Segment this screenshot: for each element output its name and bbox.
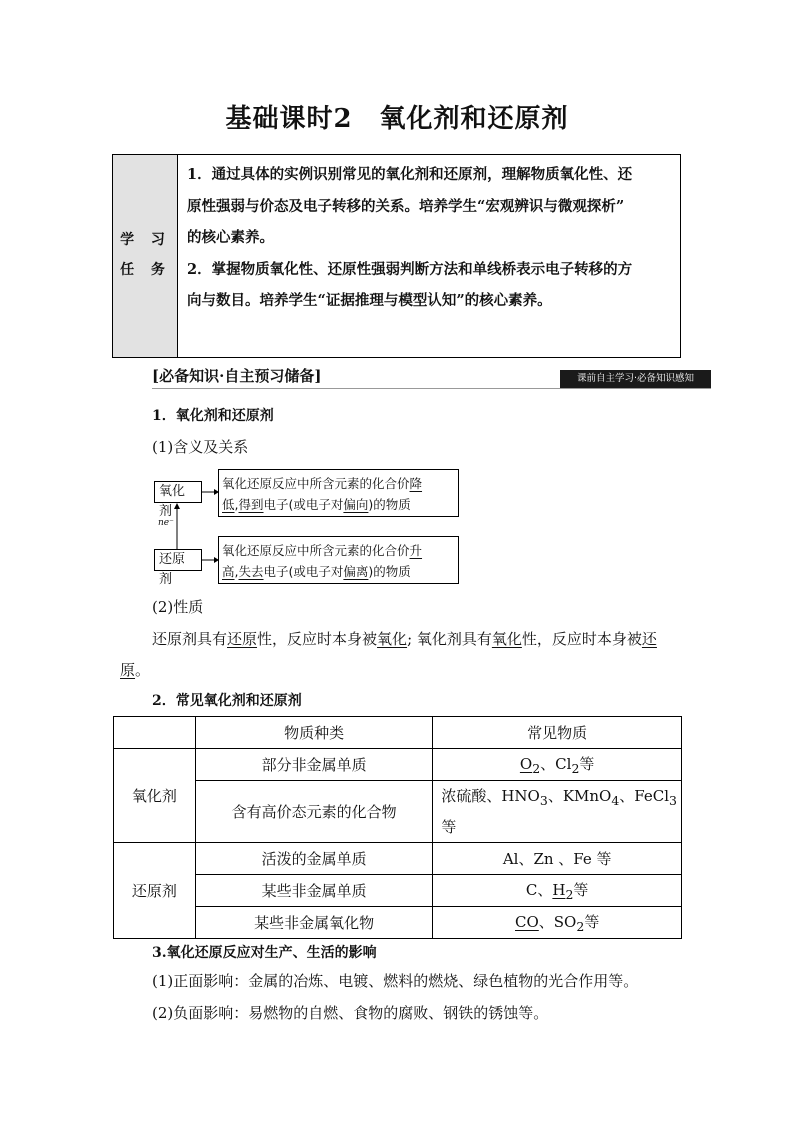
- part1-sub1: (1)含义及关系: [152, 438, 249, 456]
- ox-def-key-toward: 偏向: [343, 497, 369, 512]
- table-cell: [433, 907, 682, 939]
- prop-text-e: ; 氧化剂具有: [407, 630, 492, 648]
- properties-paragraph: [120, 624, 682, 686]
- ox-def-key-low: 低: [222, 497, 235, 512]
- table-header: 物质种类: [195, 717, 433, 749]
- red-def-key-away: 偏离: [343, 564, 369, 579]
- reducer-box: 还原剂: [154, 549, 202, 571]
- cell-sub: 2: [571, 761, 580, 776]
- electron-label: ne⁻: [158, 518, 174, 528]
- table-corner: [114, 717, 196, 749]
- red-def-text2: 电子(或电子对: [263, 564, 344, 579]
- page-title: 基础课时2 氧化剂和还原剂: [225, 104, 569, 134]
- row-group-oxidizer: 氧化剂: [114, 749, 196, 843]
- table-header: 常见物质: [433, 717, 682, 749]
- table-row: [114, 875, 682, 907]
- red-def-key-high: 高: [222, 564, 235, 579]
- red-def-text: 氧化还原反应中所含元素的化合价: [222, 543, 410, 558]
- cell-text: C、: [525, 881, 553, 899]
- prop-key-reduced: 还原: [120, 630, 657, 679]
- task-label-line1: 学 习: [120, 232, 171, 248]
- task-item2-line1: 2．掌握物质氧化性、还原性强弱判断方法和单线桥表示电子转移的方: [187, 260, 633, 278]
- table-cell: 活泼的金属单质: [195, 843, 433, 875]
- ox-def-key-down: 降: [409, 476, 423, 491]
- positive-impact: (1)正面影响：金属的冶炼、电镀、燃料的燃烧、绿色植物的光合作用等。: [152, 972, 639, 990]
- task-label-line2: 任 务: [120, 262, 171, 278]
- red-def-key-lose: 失去: [238, 564, 264, 579]
- part3-heading: 3.氧化还原反应对生产、生活的影响: [152, 945, 377, 961]
- agents-table: [113, 716, 682, 939]
- ox-def-key-gain: 得到: [238, 497, 264, 512]
- section-tag: 课前自主学习·必备知识感知: [560, 370, 711, 388]
- table-cell: 部分非金属单质: [195, 749, 433, 781]
- task-item1-line1: 1．通过具体的实例识别常见的氧化剂和还原剂，理解物质氧化性、还: [187, 166, 633, 183]
- section-divider: [152, 388, 711, 389]
- ox-def-text: 氧化还原反应中所含元素的化合价: [222, 476, 410, 491]
- task-item2-line2: 向与数目。培养学生“证据推理与模型认知”的核心素养。: [187, 292, 552, 309]
- prop-text-i: 。: [135, 661, 151, 679]
- cell-text: 、SO: [538, 913, 577, 931]
- task-item1-line2: 原性强弱与价态及电子转移的关系。培养学生“宏观辨识与微观探析”: [187, 197, 625, 215]
- table-cell: Al、Zn 、Fe 等: [433, 843, 682, 875]
- cell-text: 、Cl: [540, 755, 572, 773]
- prop-text-g: 性，反应时本身被: [521, 630, 642, 648]
- table-cell: 某些非金属氧化物: [195, 907, 433, 939]
- table-cell: [433, 875, 682, 907]
- cell-sub: 4: [611, 793, 620, 808]
- prop-key-reducing: 还原: [227, 630, 258, 648]
- task-label-cell: [113, 155, 178, 357]
- table-cell: 某些非金属单质: [195, 875, 433, 907]
- cell-u: H: [552, 881, 566, 899]
- prop-key-oxidizing: 氧化: [491, 630, 522, 648]
- section-header: [必备知识·自主预习储备]: [152, 367, 322, 385]
- cell-text: 等: [584, 913, 600, 931]
- cell-sub: 3: [669, 793, 677, 808]
- task-item1-line3: 的核心素养。: [187, 229, 274, 246]
- cell-sub: 2: [576, 919, 585, 934]
- cell-u: CO: [515, 913, 539, 931]
- red-def-key-up: 升: [409, 543, 423, 558]
- table-cell: 含有高价态元素的化合物: [195, 781, 433, 843]
- oxidizer-definition: [218, 469, 459, 517]
- task-content: [187, 159, 677, 317]
- cell-text: 、KMnO: [547, 787, 612, 805]
- cell-text: 等: [573, 881, 589, 899]
- cell-text: 、FeCl: [619, 787, 670, 805]
- red-def-text3: )的物质: [368, 564, 411, 579]
- part2-heading: 2．常见氧化剂和还原剂: [152, 693, 302, 709]
- part1-heading: 1．氧化剂和还原剂: [152, 408, 274, 424]
- prop-text-a: 还原剂具有: [152, 630, 228, 648]
- cell-sub: 3: [539, 793, 548, 808]
- reducer-definition: [218, 536, 459, 584]
- table-cell: [433, 781, 682, 843]
- table-row: [114, 781, 682, 843]
- part1-sub2: (2)性质: [152, 598, 204, 616]
- cell-sub: 2: [532, 761, 541, 776]
- prop-key-oxidized: 氧化: [377, 630, 408, 648]
- table-row: [114, 749, 682, 781]
- oxidizer-box: 氧化剂: [154, 481, 202, 503]
- prop-text-c: 性，反应时本身被: [257, 630, 378, 648]
- cell-text: 等: [441, 818, 457, 836]
- table-row: [114, 907, 682, 939]
- ox-def-text3: )的物质: [368, 497, 411, 512]
- ox-def-comma: ,: [234, 497, 239, 512]
- cell-text: 等: [579, 755, 595, 773]
- learning-task-box: [112, 154, 681, 358]
- table-row: [114, 843, 682, 875]
- cell-u: O: [519, 755, 533, 773]
- table-cell: [433, 749, 682, 781]
- ox-def-text2: 电子(或电子对: [263, 497, 344, 512]
- cell-text: 浓硫酸、HNO: [441, 787, 540, 805]
- red-def-comma: ,: [234, 564, 239, 579]
- row-group-reducer: 还原剂: [114, 843, 196, 939]
- negative-impact: (2)负面影响：易燃物的自燃、食物的腐败、钢铁的锈蚀等。: [152, 1004, 549, 1022]
- table-header-row: [114, 717, 682, 749]
- cell-sub: 2: [565, 887, 574, 902]
